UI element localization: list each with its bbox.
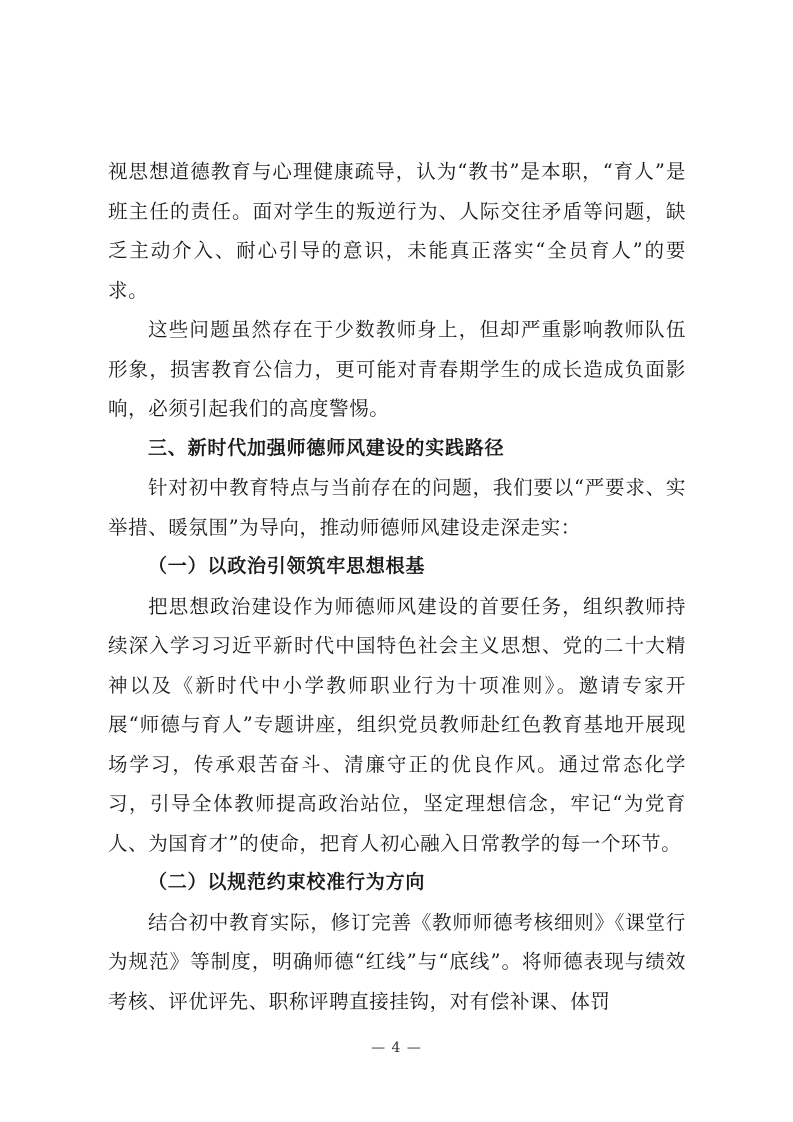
page-number: — 4 — (371, 1040, 422, 1056)
paragraph-political-guidance: 把思想政治建设作为师德师风建设的首要任务，组织教师持续深入学习习近平新时代中国特色社会主义思想、党的二十大精神以及《新时代中小学教师职业行为十项准则》。邀请专家开展“师德与育人”专题讲座，组织党员教师赴红色教育基地开展现场学习，传承艰苦奋斗、清廉守正的优良作风。通过常态化学习，引导全体教师提高政治站位，坚定理想信念，牢记“为党育人、为国育才”的使命，把育人初心融入日常教学的每一个环节。 (108, 594, 686, 855)
paragraph-section-intro: 针对初中教育特点与当前存在的问题，我们要以“严要求、实举措、暖氛围”为导向，推动师德师风建设走深走实： (108, 476, 686, 539)
document-body (108, 152, 686, 1021)
paragraph-norms: 结合初中教育实际，修订完善《教师师德考核细则》《课堂行为规范》等制度，明确师德“红线”与“底线”。将师德表现与绩效考核、评优评先、职称评聘直接挂钩，对有偿补课、体罚 (108, 910, 686, 1013)
paragraph-continued: 视思想道德教育与心理健康疏导，认为“教书”是本职，“育人”是班主任的责任。面对学生的叛逆行为、人际交往矛盾等问题，缺乏主动介入、耐心引导的意识，未能真正落实“全员育人”的要求。 (108, 160, 686, 302)
subheading-1: （一）以政治引领筑牢思想根基 (148, 555, 426, 577)
subheading-2: （二）以规范约束校准行为方向 (148, 871, 426, 893)
paragraph-problem-impact: 这些问题虽然存在于少数教师身上，但却严重影响教师队伍形象，损害教育公信力，更可能对青春期学生的成长造成负面影响，必须引起我们的高度警惕。 (108, 318, 686, 420)
section-heading-3: 三、新时代加强师德师风建设的实践路径 (148, 436, 505, 459)
